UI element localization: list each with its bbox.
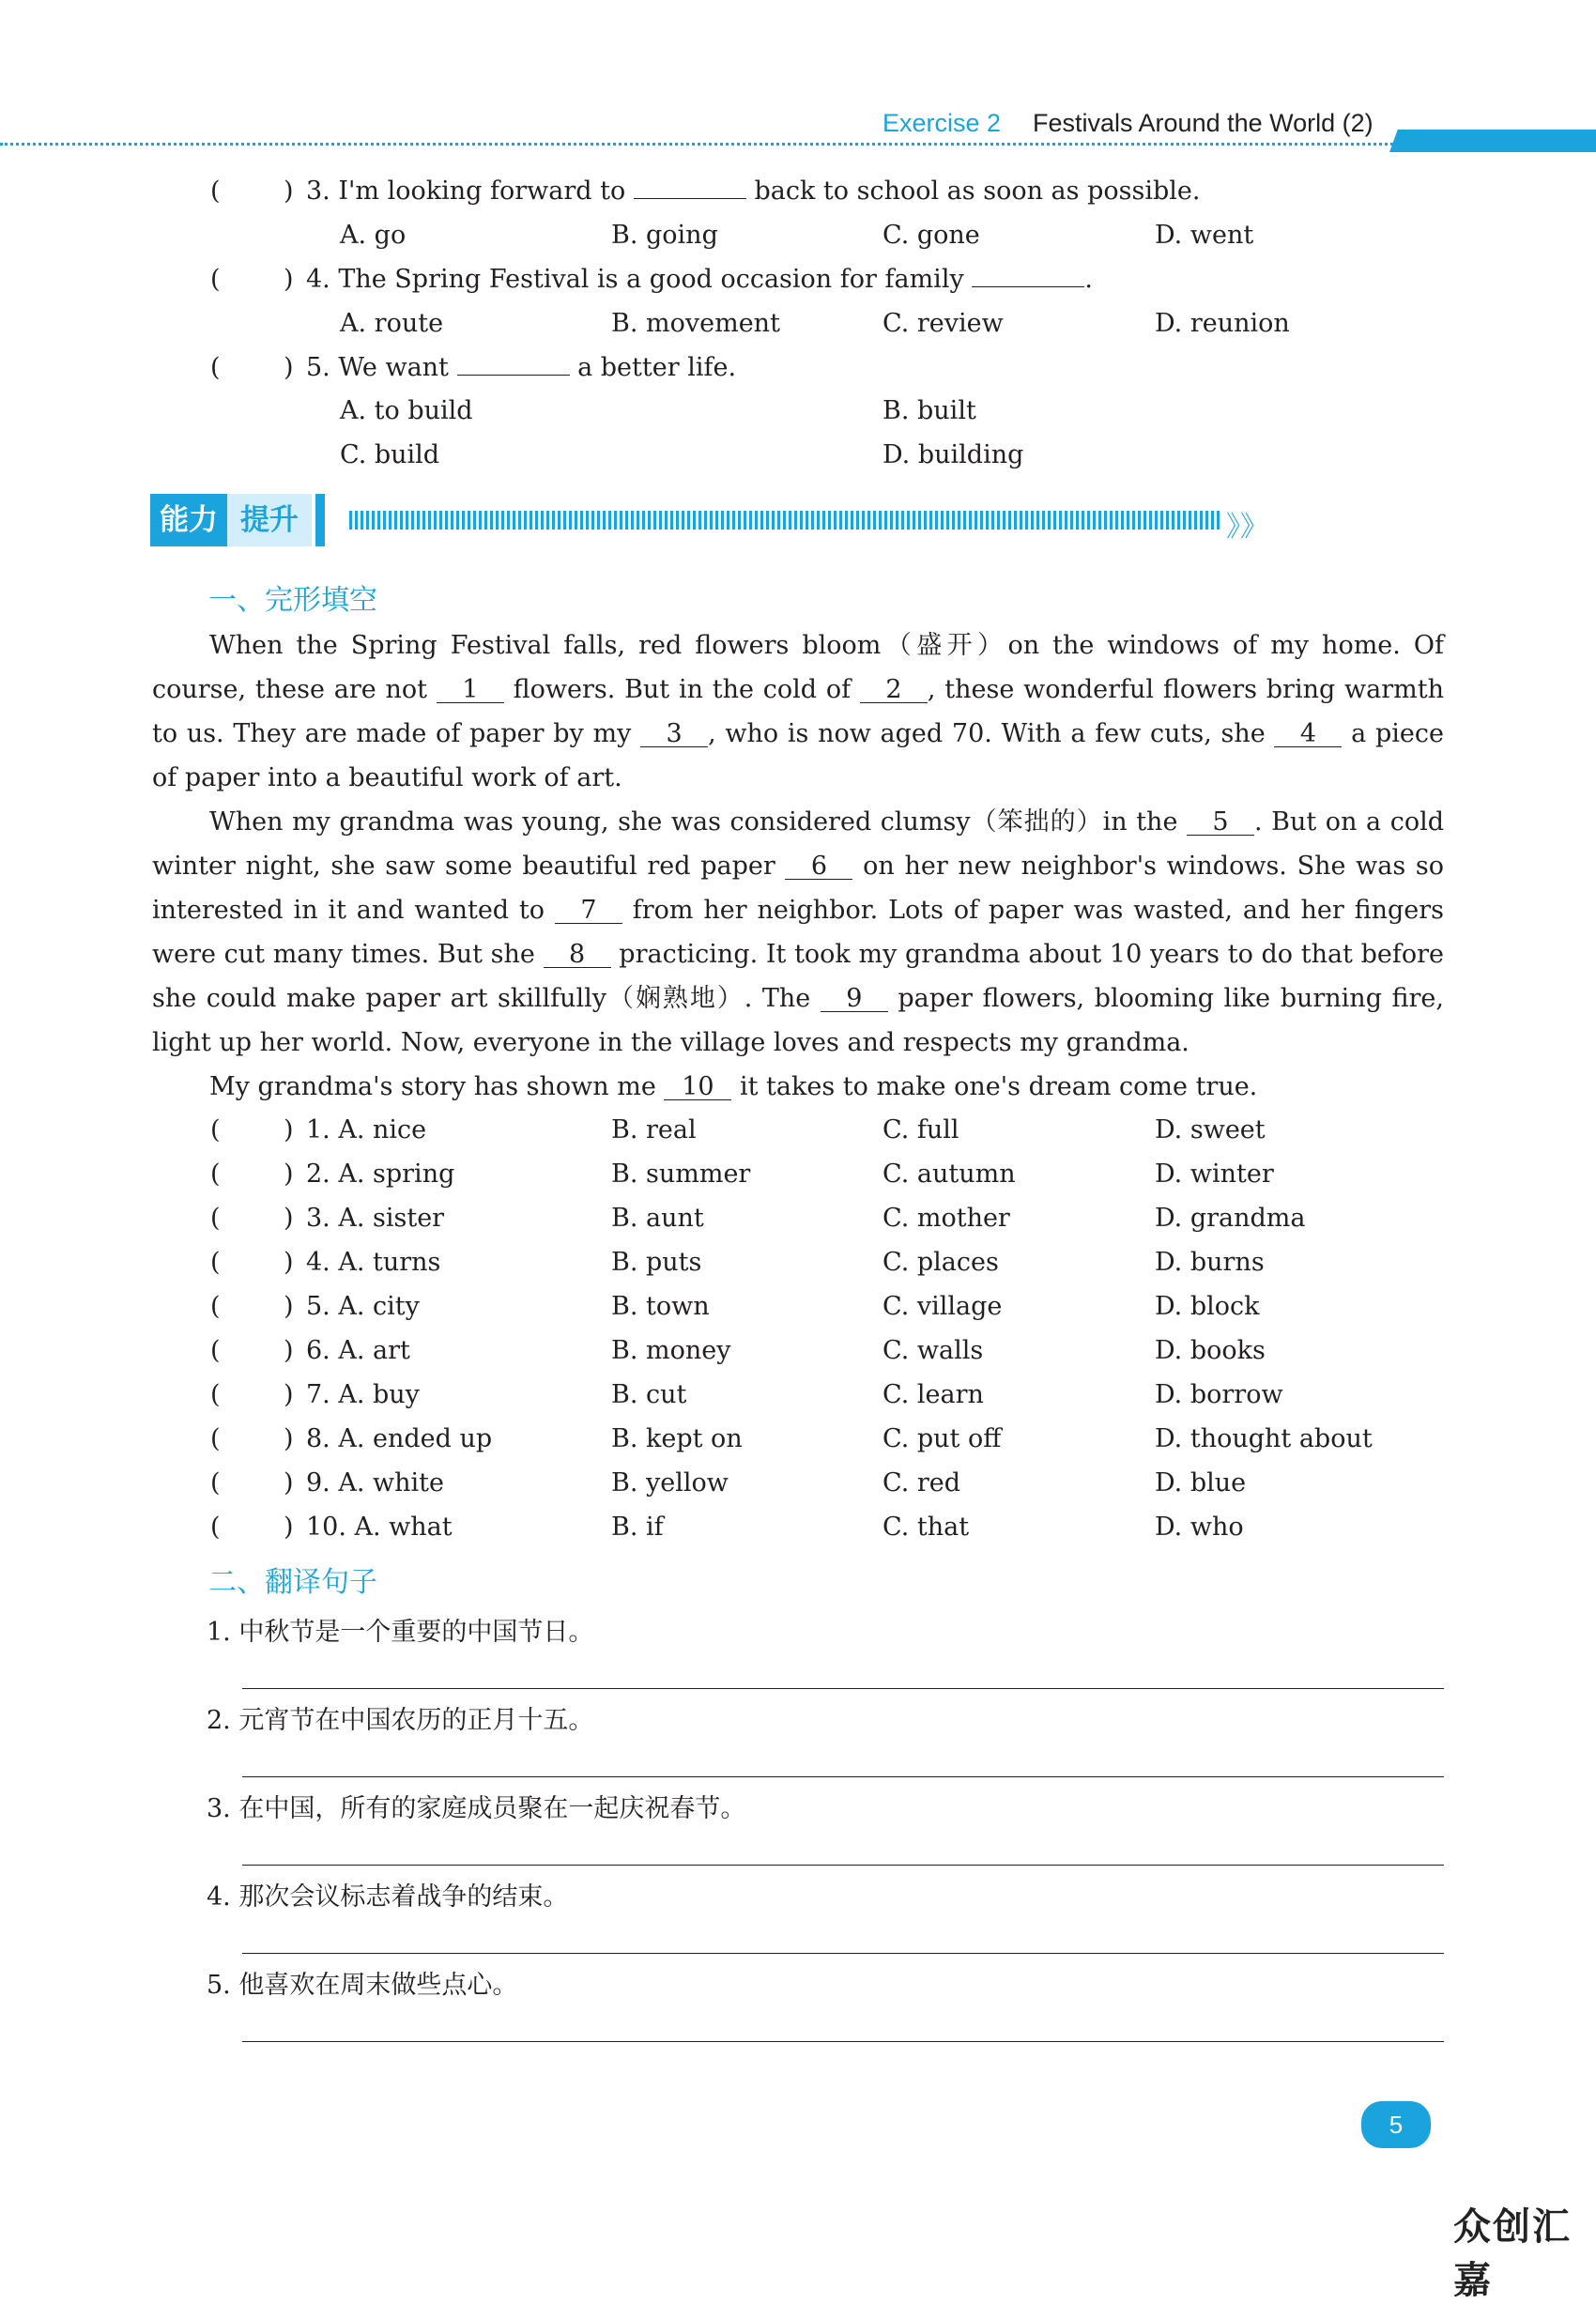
option-c: C. walls — [882, 1336, 984, 1365]
cloze-p1-text-1: When the Spring Festival falls, red flowers bloom（盛开）on the windows of my home. Of course, these are not — [152, 631, 1444, 704]
answer-paren-open: ( — [210, 1204, 221, 1233]
cloze-option-row — [210, 1115, 1431, 1160]
question-3-stem-start: 3. I'm looking forward to — [306, 177, 626, 206]
question-4-option-c: C. review — [882, 309, 1004, 338]
question-3-stem-end: back to school as soon as possible. — [754, 177, 1201, 206]
answer-paren-close: ) — [284, 1248, 294, 1277]
option-c: C. full — [882, 1115, 959, 1144]
answer-paren-open: ( — [210, 1513, 221, 1542]
answer-paren-open: ( — [210, 1380, 221, 1409]
cloze-paragraph-2 — [152, 800, 1444, 1065]
question-5-answer-line[interactable] — [457, 354, 570, 376]
translation-heading: 二、翻译句子 — [208, 1566, 377, 1599]
section-banner-dotted-rule — [349, 511, 1222, 530]
question-4-option-a: A. route — [340, 309, 444, 338]
answer-paren-open: ( — [210, 1248, 221, 1277]
option-b: B. kept on — [611, 1424, 743, 1453]
answer-paren-open: ( — [210, 1424, 221, 1453]
option-a: 3. A. sister — [306, 1204, 445, 1233]
section-banner — [150, 494, 325, 546]
option-a: 7. A. buy — [306, 1380, 420, 1409]
option-c: C. learn — [882, 1380, 984, 1409]
question-4-option-d: D. reunion — [1155, 309, 1290, 338]
header-divider — [0, 143, 1399, 146]
cloze-option-row — [210, 1204, 1431, 1248]
question-4-paren-close: ) — [284, 265, 294, 294]
option-a: 1. A. nice — [306, 1115, 427, 1144]
option-b: B. town — [611, 1292, 710, 1321]
cloze-option-row — [210, 1468, 1431, 1513]
option-d: D. winter — [1155, 1160, 1274, 1189]
question-5-stem-end: a better life. — [577, 353, 737, 382]
cloze-options-list — [210, 1115, 1431, 1557]
option-c: C. autumn — [882, 1160, 1016, 1189]
option-d: D. borrow — [1155, 1380, 1283, 1409]
translation-answer-line-2[interactable] — [242, 1776, 1444, 1777]
header-accent-bar — [1389, 130, 1596, 152]
option-d: D. thought about — [1155, 1424, 1373, 1453]
cloze-p2-text-1: When my grandma was young, she was considered clumsy（笨拙的）in the — [209, 807, 1178, 837]
cloze-blank-9[interactable]: 9 — [821, 987, 888, 1012]
translation-item-5: 5. 他喜欢在周末做些点心。 — [207, 1971, 518, 2000]
option-b: B. puts — [611, 1248, 702, 1277]
option-c: C. places — [882, 1248, 999, 1277]
cloze-p2-text-2: . But on a cold winter night, she saw some beautiful red paper — [152, 807, 1444, 881]
answer-paren-open: ( — [210, 1160, 221, 1189]
answer-paren-close: ) — [284, 1424, 294, 1453]
answer-paren-close: ) — [284, 1380, 294, 1409]
translation-answer-line-3[interactable] — [242, 1865, 1444, 1866]
cloze-blank-4[interactable]: 4 — [1274, 722, 1342, 747]
cloze-p3-text-2: it takes to make one's dream come true. — [739, 1072, 1258, 1101]
cloze-p2-text-5: practicing. It took my grandma about 10 years to do that before she could make paper art skillfully（娴熟地）. The — [152, 940, 1444, 1013]
cloze-p2-text-4: from her neighbor. Lots of paper was wasted, and her fingers were cut many times. But she — [152, 896, 1444, 969]
translation-answer-line-5[interactable] — [242, 2041, 1444, 2042]
option-d: D. sweet — [1155, 1115, 1266, 1144]
option-a: 6. A. art — [306, 1336, 410, 1365]
question-5-paren-close: ) — [284, 353, 294, 382]
cloze-option-row — [210, 1424, 1431, 1468]
cloze-blank-2[interactable]: 2 — [860, 678, 928, 703]
cloze-p3-text-1: My grandma's story has shown me — [209, 1072, 656, 1101]
option-a: 10. A. what — [306, 1513, 453, 1542]
option-a: 8. A. ended up — [306, 1424, 493, 1453]
question-3-answer-line[interactable] — [634, 177, 746, 199]
cloze-option-row — [210, 1513, 1431, 1557]
option-c: C. red — [882, 1468, 961, 1498]
question-4-stem-end: . — [1084, 265, 1093, 294]
question-3-paren-open: ( — [210, 177, 221, 206]
cloze-p2-text-3: on her new neighbor's windows. She was so interested in it and wanted to — [152, 852, 1444, 925]
question-3-stem — [306, 177, 1200, 206]
cloze-p1-text-4: , who is now aged 70. With a few cuts, she — [708, 719, 1266, 748]
answer-paren-close: ) — [284, 1292, 294, 1321]
answer-paren-open: ( — [210, 1468, 221, 1498]
cloze-option-row — [210, 1336, 1431, 1380]
translation-item-3: 3. 在中国，所有的家庭成员聚在一起庆祝春节。 — [207, 1794, 746, 1823]
option-d: D. blue — [1155, 1468, 1247, 1498]
option-b: B. if — [611, 1513, 664, 1542]
cloze-option-row — [210, 1292, 1431, 1336]
cloze-paragraph-3 — [152, 1065, 1444, 1109]
option-c: C. village — [882, 1292, 1003, 1321]
question-5-option-d: D. building — [882, 440, 1024, 469]
question-4-option-b: B. movement — [611, 309, 780, 338]
option-d: D. burns — [1155, 1248, 1265, 1277]
option-a: 4. A. turns — [306, 1248, 441, 1277]
option-d: D. books — [1155, 1336, 1266, 1365]
option-b: B. yellow — [611, 1468, 729, 1498]
option-d: D. block — [1155, 1292, 1260, 1321]
answer-paren-open: ( — [210, 1336, 221, 1365]
question-4-stem-start: 4. The Spring Festival is a good occasion for family — [306, 265, 964, 294]
option-c: C. that — [882, 1513, 970, 1542]
option-a: 5. A. city — [306, 1292, 420, 1321]
cloze-heading: 一、完形填空 — [208, 584, 377, 617]
option-b: B. real — [611, 1115, 697, 1144]
section-banner-part1: 能力 — [150, 494, 227, 546]
cloze-blank-1[interactable]: 1 — [437, 678, 504, 703]
question-5-option-c: C. build — [340, 440, 440, 469]
cloze-passage — [152, 623, 1444, 1109]
answer-paren-open: ( — [210, 1292, 221, 1321]
cloze-blank-7[interactable]: 7 — [555, 899, 622, 924]
translation-answer-line-4[interactable] — [242, 1953, 1444, 1954]
option-c: C. mother — [882, 1204, 1010, 1233]
cloze-p1-text-5: a piece of paper into a beautiful work of art. — [152, 719, 1444, 792]
question-4-paren-open: ( — [210, 265, 221, 294]
cloze-blank-5[interactable]: 5 — [1187, 810, 1254, 836]
option-b: B. cut — [611, 1380, 687, 1409]
option-a: 2. A. spring — [306, 1160, 455, 1189]
cloze-p1-text-3: , these wonderful flowers bring warmth to us. They are made of paper by my — [152, 675, 1444, 748]
option-b: B. summer — [611, 1160, 751, 1189]
option-b: B. money — [611, 1336, 731, 1365]
cloze-blank-8[interactable]: 8 — [544, 943, 611, 968]
answer-paren-close: ) — [284, 1160, 294, 1189]
cloze-blank-10[interactable]: 10 — [664, 1075, 731, 1100]
cloze-p2-text-6: paper flowers, blooming like burning fire, light up her world. Now, everyone in the village loves and respects my grandma. — [152, 984, 1444, 1057]
question-5-option-a: A. to build — [340, 396, 473, 425]
question-3-option-c: C. gone — [882, 221, 980, 250]
answer-paren-close: ) — [284, 1468, 294, 1498]
chevron-right-icon: 》》 — [1226, 511, 1268, 544]
option-d: D. grandma — [1155, 1204, 1306, 1233]
cloze-blank-6[interactable]: 6 — [785, 854, 852, 880]
exercise-label: Exercise 2 — [882, 109, 1002, 137]
question-4-stem — [306, 265, 1093, 294]
cloze-blank-3[interactable]: 3 — [640, 722, 708, 747]
option-c: C. put off — [882, 1424, 1002, 1453]
cloze-option-row — [210, 1380, 1431, 1424]
option-a: 9. A. white — [306, 1468, 444, 1498]
question-3-paren-close: ) — [284, 177, 294, 206]
section-banner-part2: 提升 — [227, 494, 312, 546]
cloze-paragraph-1 — [152, 623, 1444, 800]
answer-paren-close: ) — [284, 1513, 294, 1542]
option-b: B. aunt — [611, 1204, 704, 1233]
answer-paren-close: ) — [284, 1336, 294, 1365]
section-banner-accent — [315, 494, 325, 546]
watermark: 众创汇嘉 — [1453, 2205, 1572, 2302]
answer-paren-close: ) — [284, 1115, 294, 1144]
page-number: 5 — [1361, 2101, 1431, 2148]
cloze-p1-text-2: flowers. But in the cold of — [513, 675, 852, 704]
translation-item-2: 2. 元宵节在中国农历的正月十五。 — [207, 1706, 594, 1735]
question-5-paren-open: ( — [210, 353, 221, 382]
question-3-option-b: B. going — [611, 221, 718, 250]
question-4-answer-line[interactable] — [972, 266, 1084, 287]
cloze-option-row — [210, 1160, 1431, 1204]
question-5-stem-start: 5. We want — [306, 353, 449, 382]
answer-paren-open: ( — [210, 1115, 221, 1144]
option-d: D. who — [1155, 1513, 1244, 1542]
unit-title: Festivals Around the World (2) — [1033, 109, 1373, 137]
answer-paren-close: ) — [284, 1204, 294, 1233]
translation-item-1: 1. 中秋节是一个重要的中国节日。 — [207, 1618, 594, 1647]
question-3-option-a: A. go — [340, 221, 407, 250]
question-3-option-d: D. went — [1155, 221, 1254, 250]
cloze-option-row — [210, 1248, 1431, 1292]
question-5-stem — [306, 353, 736, 382]
question-5-option-b: B. built — [882, 396, 976, 425]
translation-item-4: 4. 那次会议标志着战争的结束。 — [207, 1882, 569, 1912]
translation-answer-line-1[interactable] — [242, 1688, 1444, 1689]
